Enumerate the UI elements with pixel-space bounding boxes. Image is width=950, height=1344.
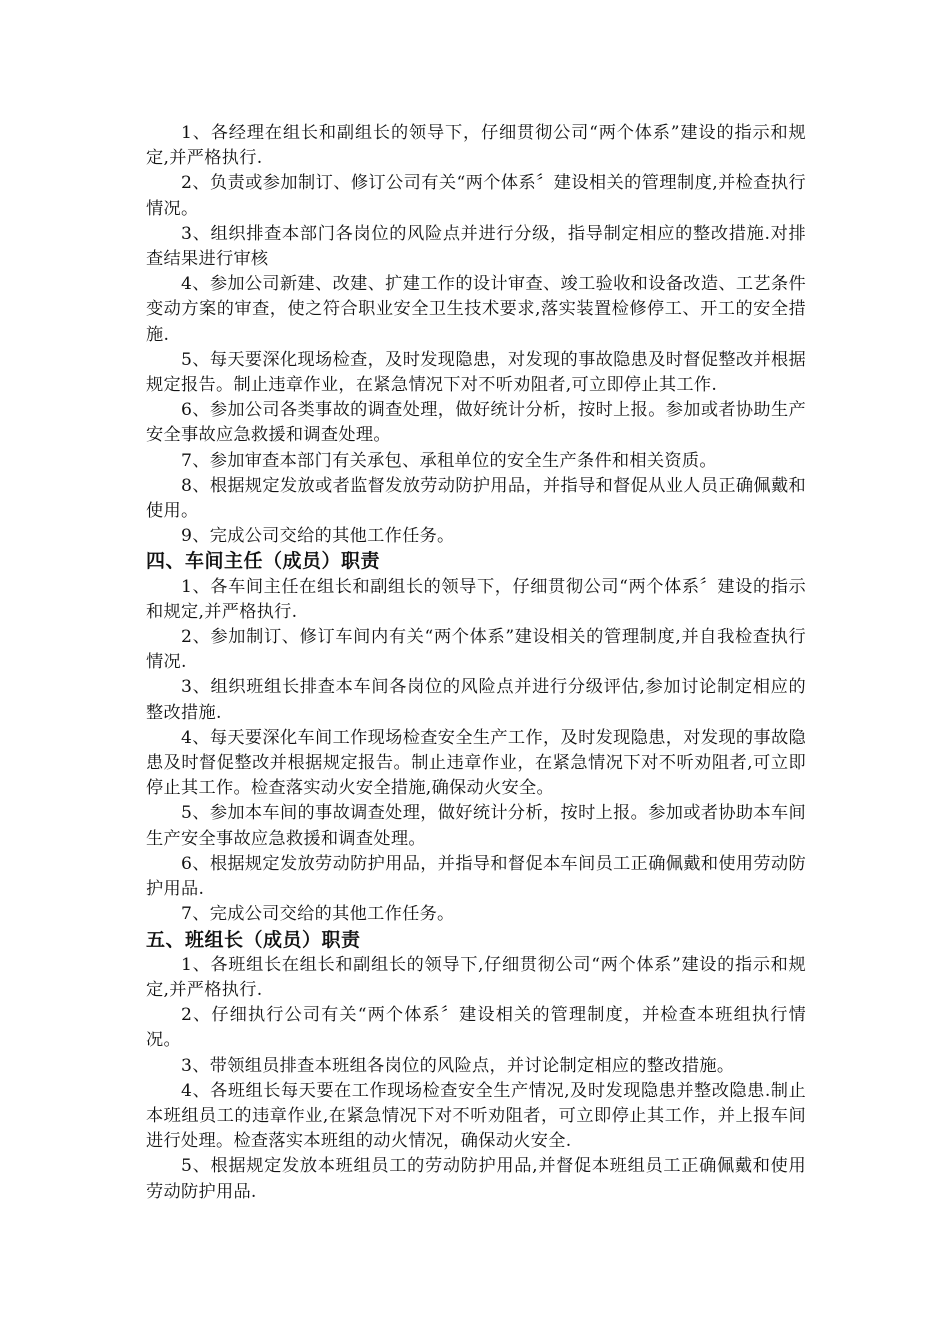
section3-item-9: 9、完成公司交给的其他工作任务。 — [181, 526, 455, 547]
section4-item-1: 1、各车间主任在组长和副组长的领导下，仔细贯彻公司“两个体系〞建设的指示和规定,并严格执行. — [146, 576, 806, 622]
section5-item-3: 3、带领组员排查本班组各岗位的风险点，并讨论制定相应的整改措施。 — [181, 1055, 735, 1076]
document-page — [146, 121, 806, 1205]
section4-item-3: 3、组织班组长排查本车间各岗位的风险点并进行分级评估,参加讨论制定相应的整改措施. — [146, 677, 806, 723]
section5-item-2: 2、仔细执行公司有关“两个体系〞建设相关的管理制度，并检查本班组执行情况。 — [146, 1005, 806, 1051]
section4-item-7: 7、完成公司交给的其他工作任务。 — [181, 904, 455, 925]
section3-item-2: 2、负责或参加制订、修订公司有关“两个体系〞建设相关的管理制度,并检查执行情况。 — [146, 173, 806, 219]
section5-item-1: 1、各班组长在组长和副组长的领导下,仔细贯彻公司“两个体系”建设的指示和规定,并严格执行. — [146, 954, 806, 1000]
section5-heading: 五、班组长（成员）职责 — [146, 928, 361, 951]
section3-item-8: 8、根据规定发放或者监督发放劳动防护用品，并指导和督促从业人员正确佩戴和使用。 — [146, 475, 806, 522]
section4-item-4: 4、每天要深化车间工作现场检查安全生产工作，及时发现隐患，对发现的事故隐患及时督促整改并根据规定报告。制止违章作业，在紧急情况下对不听劝阻者,可立即停止其工作。检查落实动火安全措施,确保动火安全。 — [146, 727, 806, 799]
section3-item-7: 7、参加审查本部门有关承包、承租单位的安全生产条件和相关资质。 — [181, 450, 717, 471]
section5-item-5: 5、根据规定发放本班组员工的劳动防护用品,并督促本班组员工正确佩戴和使用劳动防护用品. — [146, 1156, 806, 1202]
section4-heading: 四、车间主任（成员）职责 — [146, 550, 381, 573]
section3-item-5: 5、每天要深化现场检查，及时发现隐患，对发现的事故隐患及时督促整改并根据规定报告。制止违章作业，在紧急情况下对不听劝阻者,可立即停止其工作. — [146, 349, 806, 396]
section3-item-6: 6、参加公司各类事故的调查处理，做好统计分析，按时上报。参加或者协助生产安全事故应急救援和调查处理。 — [146, 400, 806, 446]
section4-item-5: 5、参加本车间的事故调查处理，做好统计分析，按时上报。参加或者协助本车间生产安全事故应急救援和调查处理。 — [146, 803, 806, 849]
section5-item-4: 4、各班组长每天要在工作现场检查安全生产情况,及时发现隐患并整改隐患.制止本班组员工的违章作业,在紧急情况下对不听劝阻者，可立即停止其工作，并上报车间进行处理。检查落实本班组的动火情况，确保动火安全. — [146, 1080, 806, 1152]
section3-item-3: 3、组织排查本部门各岗位的风险点并进行分级，指导制定相应的整改措施.对排查结果进行审核 — [146, 223, 806, 270]
section3-item-4: 4、参加公司新建、改建、扩建工作的设计审查、竣工验收和设备改造、工艺条件变动方案的审查，使之符合职业安全卫生技术要求,落实装置检修停工、开工的安全措施. — [146, 274, 806, 345]
section4-item-2: 2、参加制订、修订车间内有关“两个体系”建设相关的管理制度,并自我检查执行情况. — [146, 627, 806, 673]
section3-item-1: 1、各经理在组长和副组长的领导下，仔细贯彻公司“两个体系”建设的指示和规定,并严格执行. — [146, 123, 806, 169]
section4-item-6: 6、根据规定发放劳动防护用品，并指导和督促本车间员工正确佩戴和使用劳动防护用品. — [146, 853, 806, 900]
